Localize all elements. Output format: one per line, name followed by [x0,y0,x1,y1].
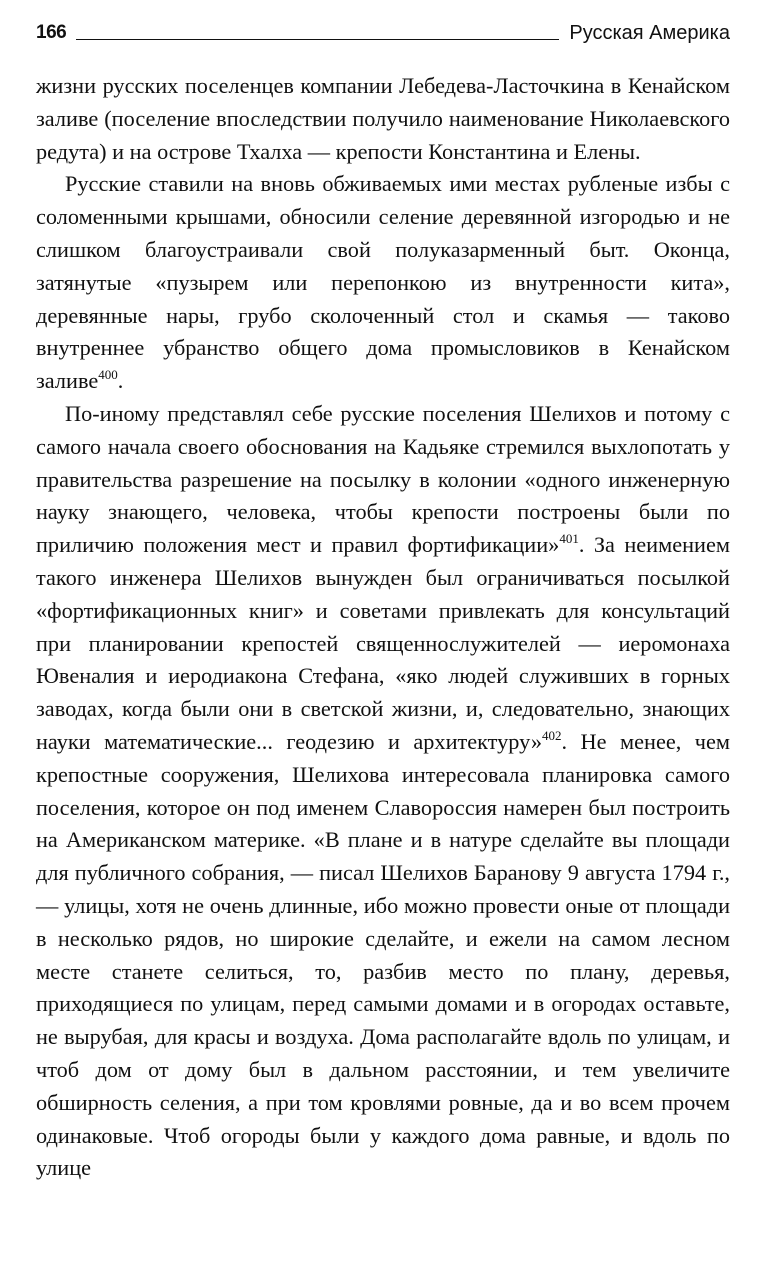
paragraph-text: . За неимением такого инженера Шелихов вынужден был ограничиваться посылкой «фортификационных книг» и советами привлекать для консультаций при планировании крепостей священнослужителей — иеромонаха Ювеналия и иеродиакона Стефана, «яко людей служивших в горных заводах, когда были они в светской жизни, и, следовательно, знающих науки математические... геодезию и архитектуру» [36,532,730,754]
page-number: 166 [36,22,67,43]
paragraph-text: Русские ставили на вновь обживаемых ими местах рубленые избы с соломенными крышами, обносили селение деревянной изгородью и не слишком благоустраивали свой полуказарменный быт. Оконца, затянутые «пузырем или перепонкою из внутренности кита», деревянные нары, грубо сколоченный стол и скамья — таково внутреннее убранство общего дома промысловиков в Кенайском заливе [36,171,730,394]
paragraph-3 [36,398,730,1185]
running-head [36,18,730,48]
footnote-ref-401: 401 [559,531,579,547]
paragraph-text: . [117,368,124,394]
header-rule [76,39,559,40]
body-text [36,70,730,1185]
paragraph-text: жизни русских поселенцев компании Лебедева-Ласточкина в Кенайском заливе (поселение впоследствии получило наименование Николаевского редута) и на острове Тхалха — крепости Константина и Елены. [36,73,730,164]
paragraph-text: . Не менее, чем крепостные сооружения, Шелихова интересовала планировка самого поселения, которое он под именем Славороссия намерен был построить на Американском материке. «В плане и в натуре сделайте вы площади для публичного собрания, — писал Шелихов Баранову 9 августа 1794 г., — улицы, хотя не очень длинные, ибо можно провести оные от площади в несколько рядов, но широкие сделайте, и ежели на самом лесном месте станете селиться, то, разбив место по плану, деревья, приходящиеся по улицам, перед самыми домами и в огородах оставьте, не вырубая, для красы и воздуха. Дома располагайте вдоль по улицам, и чтоб дом от дому был в дальном расстоянии, и тем увеличите обширность селения, а при том кровлями ровные, да и во всем прочем одинаковые. Чтоб огороды были у каждого дома равные, и вдоль по улице [36,728,730,1181]
footnote-ref-400: 400 [98,367,118,383]
running-title: Русская Америка [569,21,730,44]
paragraph-1 [36,70,730,168]
footnote-ref-402: 402 [542,727,562,743]
paragraph-text: По-иному представлял себе русские поселения Шелихов и потому с самого начала своего обоснования на Кадьяке стремился выхлопотать у правительства разрешение на посылку в колонии «одного инженерную науку знающего, человека, чтобы крепости построены были по приличию положения мест и правил фортификации» [36,400,730,558]
paragraph-2 [36,168,730,398]
